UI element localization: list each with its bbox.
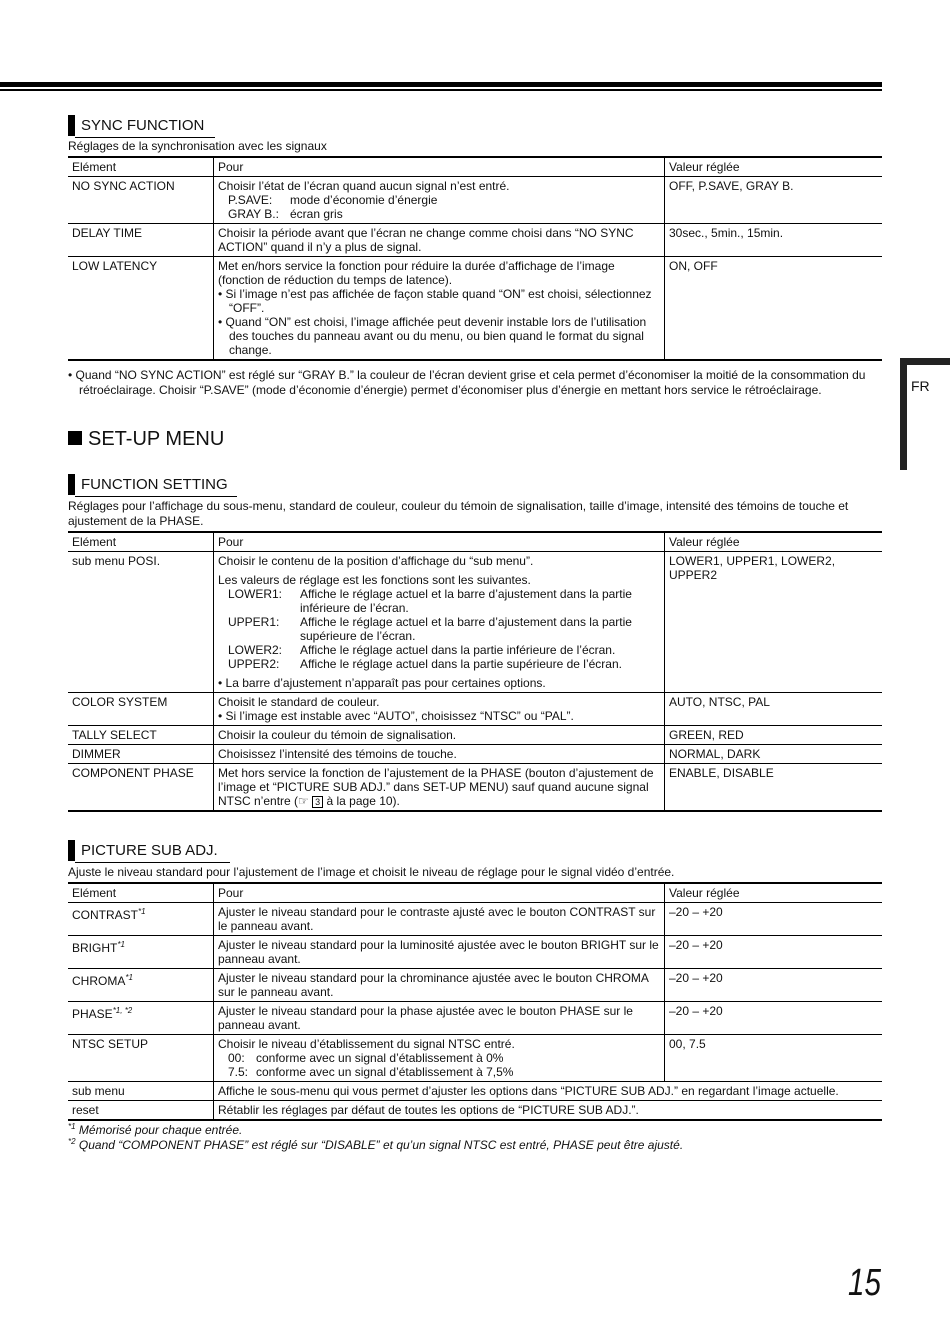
desc-text: Les valeurs de réglage est les fonctions sont les suivantes. xyxy=(218,573,531,587)
cell-value: –20 – +20 xyxy=(665,903,883,936)
language-tab xyxy=(900,358,950,470)
cell-desc xyxy=(214,764,665,812)
option-key: P.SAVE: xyxy=(228,193,273,207)
cell-desc: Ajuster le niveau standard pour la chrominance ajustée avec le bouton CHROMA sur le panneau avant. xyxy=(214,969,665,1002)
table-row xyxy=(68,257,882,361)
bullet: • La barre d’ajustement n’apparaît pas pour certaines options. xyxy=(218,676,546,690)
desc-text: Choisir le contenu de la position d’affichage du “sub menu”. xyxy=(218,554,534,568)
cell-desc: Ajuster le niveau standard pour la phase ajustée avec le bouton PHASE sur le panneau avant. xyxy=(214,1002,665,1035)
table-row xyxy=(68,224,882,257)
section-marker xyxy=(68,840,75,861)
option-value: conforme avec un signal d’établissement à 0% xyxy=(256,1051,504,1065)
footnote-mark: *1 xyxy=(125,973,133,982)
option-value: conforme avec un signal d’établissement à 7,5% xyxy=(256,1065,514,1079)
table-row xyxy=(68,1035,882,1082)
option-key: GRAY B.: xyxy=(228,207,279,221)
cell-desc: Choisissez l’intensité des témoins de touche. xyxy=(214,745,665,764)
cell-value: –20 – +20 xyxy=(665,936,883,969)
col-header-valeur: Valeur réglée xyxy=(665,883,883,903)
table-row xyxy=(68,552,882,693)
table-row xyxy=(68,936,882,969)
option-value: Affiche le réglage actuel dans la partie inférieure de l’écran. xyxy=(300,643,616,657)
main-heading-setup-menu xyxy=(68,428,224,451)
language-tab-line xyxy=(900,358,950,365)
footnote-mark: *1 xyxy=(138,907,146,916)
table-header-row xyxy=(68,883,882,903)
cell-value: ENABLE, DISABLE xyxy=(665,764,883,812)
col-header-valeur: Valeur réglée xyxy=(665,532,883,552)
cell-desc: Ajuster le niveau standard pour la luminosité ajustée avec le bouton BRIGHT sur le panneau avant. xyxy=(214,936,665,969)
option-value: mode d’économie d’énergie xyxy=(290,193,438,207)
option-line xyxy=(218,615,660,643)
cell-value: –20 – +20 xyxy=(665,969,883,1002)
table-header-row xyxy=(68,532,882,552)
bullet: • Si l’image est instable avec “AUTO”, choisissez “NTSC” ou “PAL”. xyxy=(218,709,574,723)
sync-function-table xyxy=(68,156,882,361)
option-value: Affiche le réglage actuel et la barre d’ajustement dans la partie supérieure de l’écran. xyxy=(300,615,632,643)
table-row xyxy=(68,969,882,1002)
cell-item: DELAY TIME xyxy=(68,224,214,257)
option-key: 7.5: xyxy=(228,1065,249,1079)
language-tab-bar xyxy=(900,358,907,470)
cell-value: AUTO, NTSC, PAL xyxy=(665,693,883,726)
table-row xyxy=(68,693,882,726)
cell-desc: Rétablir les réglages par défaut de toutes les options de “PICTURE SUB ADJ.”. xyxy=(214,1101,883,1121)
item-label: CHROMA xyxy=(72,974,126,988)
table-row xyxy=(68,177,882,224)
cell-value: LOWER1, UPPER1, LOWER2, UPPER2 xyxy=(665,552,883,693)
cell-desc xyxy=(214,257,665,361)
cell-item: TALLY SELECT xyxy=(68,726,214,745)
cell-desc xyxy=(214,177,665,224)
cell-item: reset xyxy=(68,1101,214,1121)
option-line xyxy=(218,657,660,671)
desc-text: Met en/hors service la fonction pour réduire la durée d’affichage de l’image (fonction de réduction du temps de latence). xyxy=(218,259,615,287)
col-header-pour: Pour xyxy=(214,532,665,552)
desc-text: Choisir le niveau d’établissement du signal NTSC entré. xyxy=(218,1037,515,1051)
col-header-pour: Pour xyxy=(214,157,665,177)
main-heading-text: SET-UP MENU xyxy=(88,428,225,450)
cell-item xyxy=(68,1002,214,1035)
section-intro: Ajuste le niveau standard pour l’ajustement de l’image et choisit le niveau de réglage pour le signal vidéo d’entrée. xyxy=(68,865,675,879)
option-value: Affiche le réglage actuel et la barre d’ajustement dans la partie inférieure de l’écran. xyxy=(300,587,632,615)
option-line xyxy=(218,587,660,615)
section-underline xyxy=(75,496,237,497)
table-row xyxy=(68,764,882,812)
cell-value: 00, 7.5 xyxy=(665,1035,883,1082)
cell-item: COMPONENT PHASE xyxy=(68,764,214,812)
item-label: BRIGHT xyxy=(72,941,118,955)
cell-item: DIMMER xyxy=(68,745,214,764)
cell-desc xyxy=(214,693,665,726)
option-line xyxy=(218,1051,660,1065)
option-line xyxy=(218,643,660,657)
cell-desc: Choisir la couleur du témoin de signalisation. xyxy=(214,726,665,745)
square-bullet-icon xyxy=(68,431,82,445)
page-ref-box: 3 xyxy=(312,796,323,808)
option-key: 00: xyxy=(228,1051,245,1065)
section-underline xyxy=(75,137,215,138)
table-row xyxy=(68,1002,882,1035)
option-value: écran gris xyxy=(290,207,343,221)
table-row xyxy=(68,1101,882,1121)
option-line xyxy=(218,193,660,207)
section-title: PICTURE SUB ADJ. xyxy=(81,842,218,859)
cell-value: OFF, P.SAVE, GRAY B. xyxy=(665,177,883,224)
footnote-mark: *2 xyxy=(68,1137,76,1146)
cell-item: sub menu xyxy=(68,1082,214,1101)
table-row xyxy=(68,726,882,745)
col-header-element: Elément xyxy=(68,157,214,177)
cell-desc xyxy=(214,1035,665,1082)
function-setting-table xyxy=(68,531,882,812)
desc-text: à la page 10). xyxy=(326,794,400,808)
cell-value: –20 – +20 xyxy=(665,1002,883,1035)
cell-item: NO SYNC ACTION xyxy=(68,177,214,224)
section-marker xyxy=(68,115,75,136)
item-label: PHASE xyxy=(72,1007,113,1021)
cell-item xyxy=(68,936,214,969)
desc-text: Choisir l’état de l’écran quand aucun signal n’est entré. xyxy=(218,179,510,193)
footnote-mark: *1 xyxy=(68,1122,76,1131)
cell-desc: Choisir la période avant que l’écran ne change comme choisi dans “NO SYNC ACTION” quand il n’y a plus de signal. xyxy=(214,224,665,257)
option-line xyxy=(218,1065,660,1079)
col-header-pour: Pour xyxy=(214,883,665,903)
desc-text: Met hors service la fonction de l’ajustement de la PHASE (bouton d’ajustement de l’image et “PICTURE SUB ADJ.” dans SET-UP MENU) sauf quand aucune signal NTSC n’entre (☞ xyxy=(218,766,654,808)
cell-value: NORMAL, DARK xyxy=(665,745,883,764)
section-title: SYNC FUNCTION xyxy=(81,117,205,134)
cell-value: ON, OFF xyxy=(665,257,883,361)
footnote-mark: *1 xyxy=(117,940,125,949)
option-key: LOWER1: xyxy=(228,587,283,601)
table-row xyxy=(68,903,882,936)
top-rule xyxy=(0,82,882,87)
section-intro: Réglages de la synchronisation avec les signaux xyxy=(68,139,327,153)
table-row xyxy=(68,745,882,764)
cell-item: LOW LATENCY xyxy=(68,257,214,361)
desc-text: Choisit le standard de couleur. xyxy=(218,695,380,709)
section-underline xyxy=(75,862,230,863)
footnote-2 xyxy=(68,1134,884,1153)
cell-desc xyxy=(214,552,665,693)
cell-item: NTSC SETUP xyxy=(68,1035,214,1082)
bullet: • Si l’image n’est pas affichée de façon stable quand “ON” est choisi, sélectionnez “OFF”. xyxy=(218,287,652,315)
picture-sub-adj-table xyxy=(68,882,882,1121)
cell-value: 30sec., 5min., 15min. xyxy=(665,224,883,257)
col-header-valeur: Valeur réglée xyxy=(665,157,883,177)
footnote-mark: *1, *2 xyxy=(112,1006,133,1015)
cell-desc: Ajuster le niveau standard pour le contraste ajusté avec le bouton CONTRAST sur le panneau avant. xyxy=(214,903,665,936)
option-key: UPPER2: xyxy=(228,657,280,671)
cell-value: GREEN, RED xyxy=(665,726,883,745)
option-line xyxy=(218,207,660,221)
sync-note: • Quand “NO SYNC ACTION” est réglé sur “GRAY B.” la couleur de l’écran devient grise et cela permet d’économiser la moitié de la consommation du rétroéclairage. Choisir “P.SAVE” (mode d’économie d’énergie) permet d’économiser plus d’énergie en mettant hors service le rétroéclairage. xyxy=(68,368,866,397)
cell-item xyxy=(68,903,214,936)
option-value: Affiche le réglage actuel dans la partie supérieure de l’écran. xyxy=(300,657,622,671)
cell-item: sub menu POSI. xyxy=(68,552,214,693)
section-intro: Réglages pour l’affichage du sous-menu, standard de couleur, couleur du témoin de signalisation, taille d’image, intensité des témoins de touche et ajustement de la PHASE. xyxy=(68,499,849,528)
table-header-row xyxy=(68,157,882,177)
col-header-element: Elément xyxy=(68,532,214,552)
cell-desc: Affiche le sous-menu qui vous permet d’ajuster les options dans “PICTURE SUB ADJ.” en regardant l’image actuelle. xyxy=(214,1082,883,1101)
footnote-text: Quand “COMPONENT PHASE” est réglé sur “DISABLE” et qu’un signal NTSC est entré, PHASE peut être ajusté. xyxy=(78,1138,684,1152)
language-tab-label: FR xyxy=(911,378,930,394)
cell-item: COLOR SYSTEM xyxy=(68,693,214,726)
option-key: UPPER1: xyxy=(228,615,280,629)
option-key: LOWER2: xyxy=(228,643,283,657)
footnote-text: Mémorisé pour chaque entrée. xyxy=(78,1123,243,1137)
section-marker xyxy=(68,474,75,495)
section-title: FUNCTION SETTING xyxy=(81,476,228,493)
col-header-element: Elément xyxy=(68,883,214,903)
bullet: • Quand “ON” est choisi, l’image affichée peut devenir instable lors de l’utilisation des touches du panneau avant ou du menu, ou bien quand le format du signal change. xyxy=(218,315,647,357)
top-rule-thin xyxy=(0,89,882,91)
table-row xyxy=(68,1082,882,1101)
page-number: 15 xyxy=(848,1262,881,1304)
cell-item xyxy=(68,969,214,1002)
item-label: CONTRAST xyxy=(72,908,138,922)
